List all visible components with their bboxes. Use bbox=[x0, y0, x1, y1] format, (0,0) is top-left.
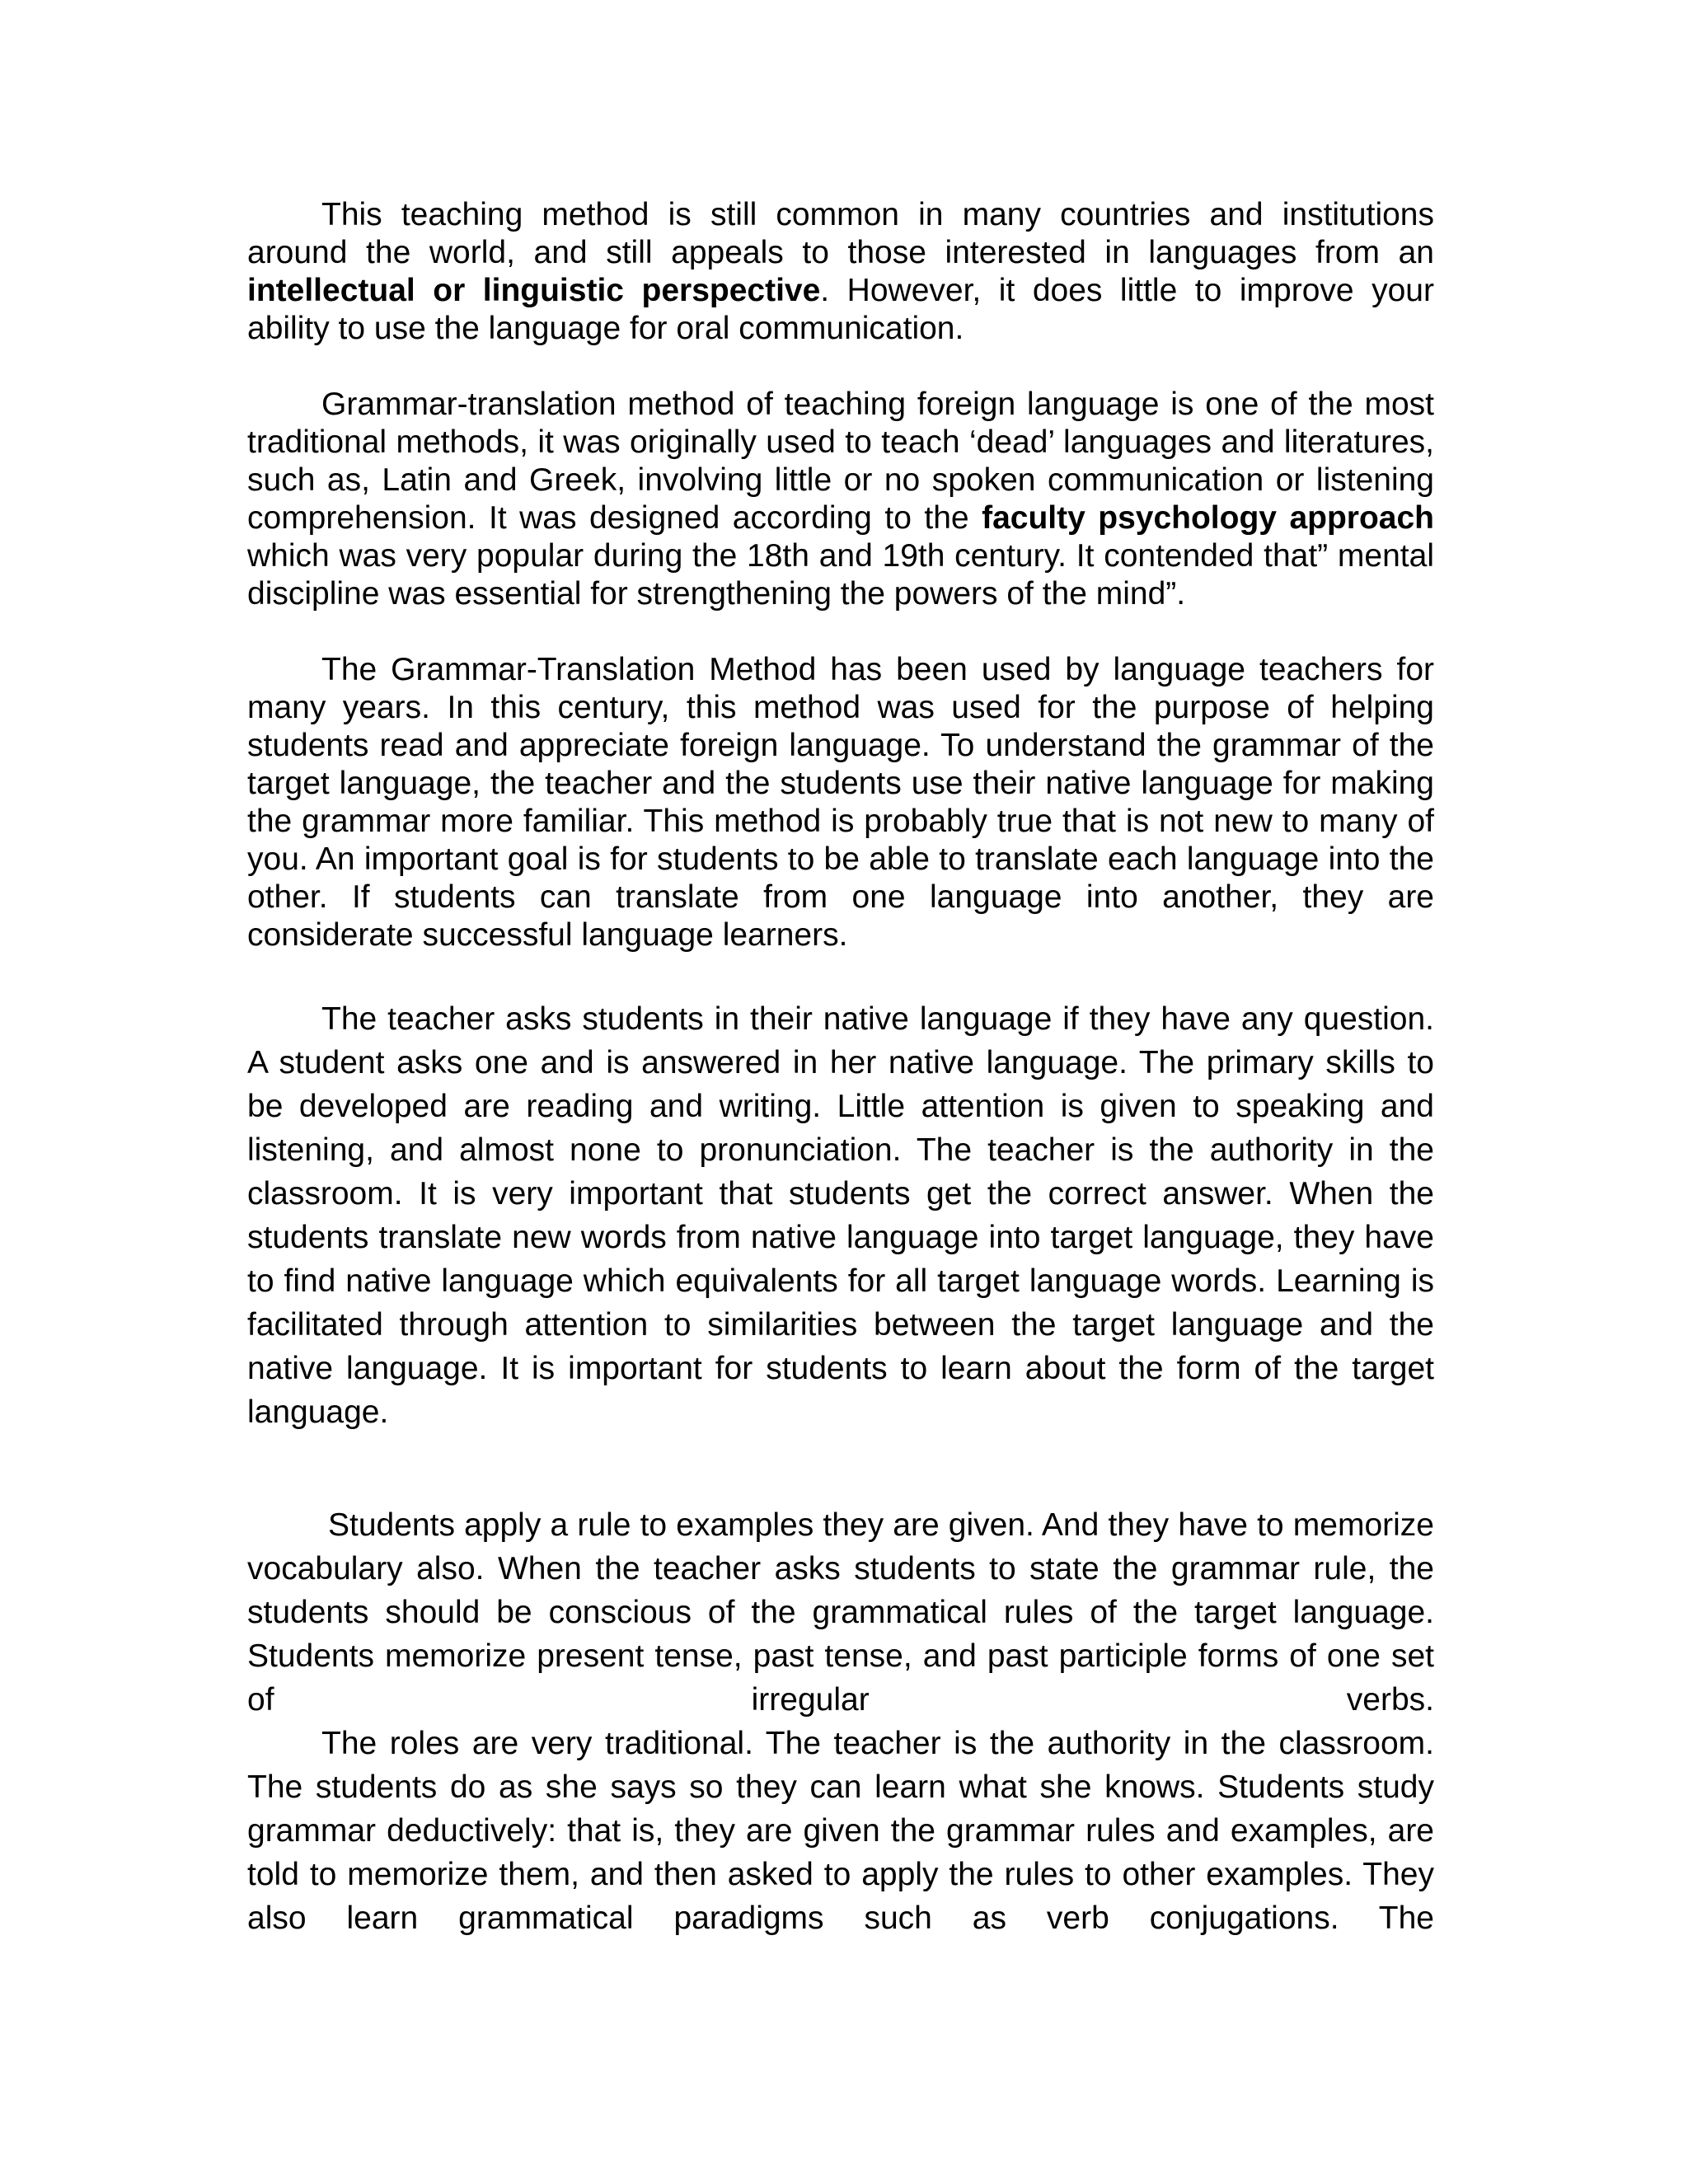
paragraph-2 bbox=[247, 386, 1434, 613]
paragraph-1-text-b: . However, it does little to improve your ability to use the language for oral communication. bbox=[247, 273, 1434, 346]
paragraph-1 bbox=[247, 196, 1434, 348]
paragraph-2-text-b: which was very popular during the 18th and 19th century. It contended that” mental discipline was essential for strengthening the powers of the mind”. bbox=[247, 538, 1434, 612]
paragraph-1-bold-phrase: intellectual or linguistic perspective bbox=[247, 273, 821, 308]
paragraph-5: Students apply a rule to examples they are given. And they have to memorize vocabulary also. When the teacher asks students to state the grammar rule, the students should be conscious of the grammatical rules of the target language. Students memorize present tense, past tense, and past participle forms of one set of irregular verbs. bbox=[247, 1507, 1434, 1718]
paragraph-6: The roles are very traditional. The teacher is the authority in the classroom. The students do as she says so they can learn what she knows. Students study grammar deductively: that is, they are given the grammar rules and examples, are told to memorize them, and then asked to apply the rules to other examples. They also learn grammatical paradigms such as verb conjugations. The bbox=[247, 1726, 1434, 1936]
document-body bbox=[247, 196, 1434, 1940]
paragraph-3: The Grammar-Translation Method has been used by language teachers for many years. In this century, this method was used for the purpose of helping students read and appreciate foreign language. To understand the grammar of the target language, the teacher and the students use their native language for making the grammar more familiar. This method is probably true that is not new to many of you. An important goal is for students to be able to translate each language into the other. If students can translate from one language into another, they are considerate successful language learners. bbox=[247, 652, 1434, 953]
paragraph-1-text-a: This teaching method is still common in many countries and institutions around the world, and still appeals to those interested in languages from an bbox=[247, 197, 1434, 270]
paragraph-4: The teacher asks students in their native language if they have any question. A student asks one and is answered in her native language. The primary skills to be developed are reading and writing. Little attention is given to speaking and listening, and almost none to pronunciation. The teacher is the authority in the classroom. It is very important that students get the correct answer. When the students translate new words from native language into target language, they have to find native language which equivalents for all target language words. Learning is facilitated through attention to similarities between the target language and the native language. It is important for students to learn about the form of the target language. bbox=[247, 1001, 1434, 1430]
paragraph-2-bold-phrase: faculty psychology approach bbox=[982, 500, 1435, 536]
paragraph-2-text-a: Grammar-translation method of teaching foreign language is one of the most traditional methods, it was originally used to teach ‘dead’ languages and literatures, such as, Latin and Greek, involving little or no spoken communication or listening comprehension. It was designed according to the bbox=[247, 387, 1434, 536]
